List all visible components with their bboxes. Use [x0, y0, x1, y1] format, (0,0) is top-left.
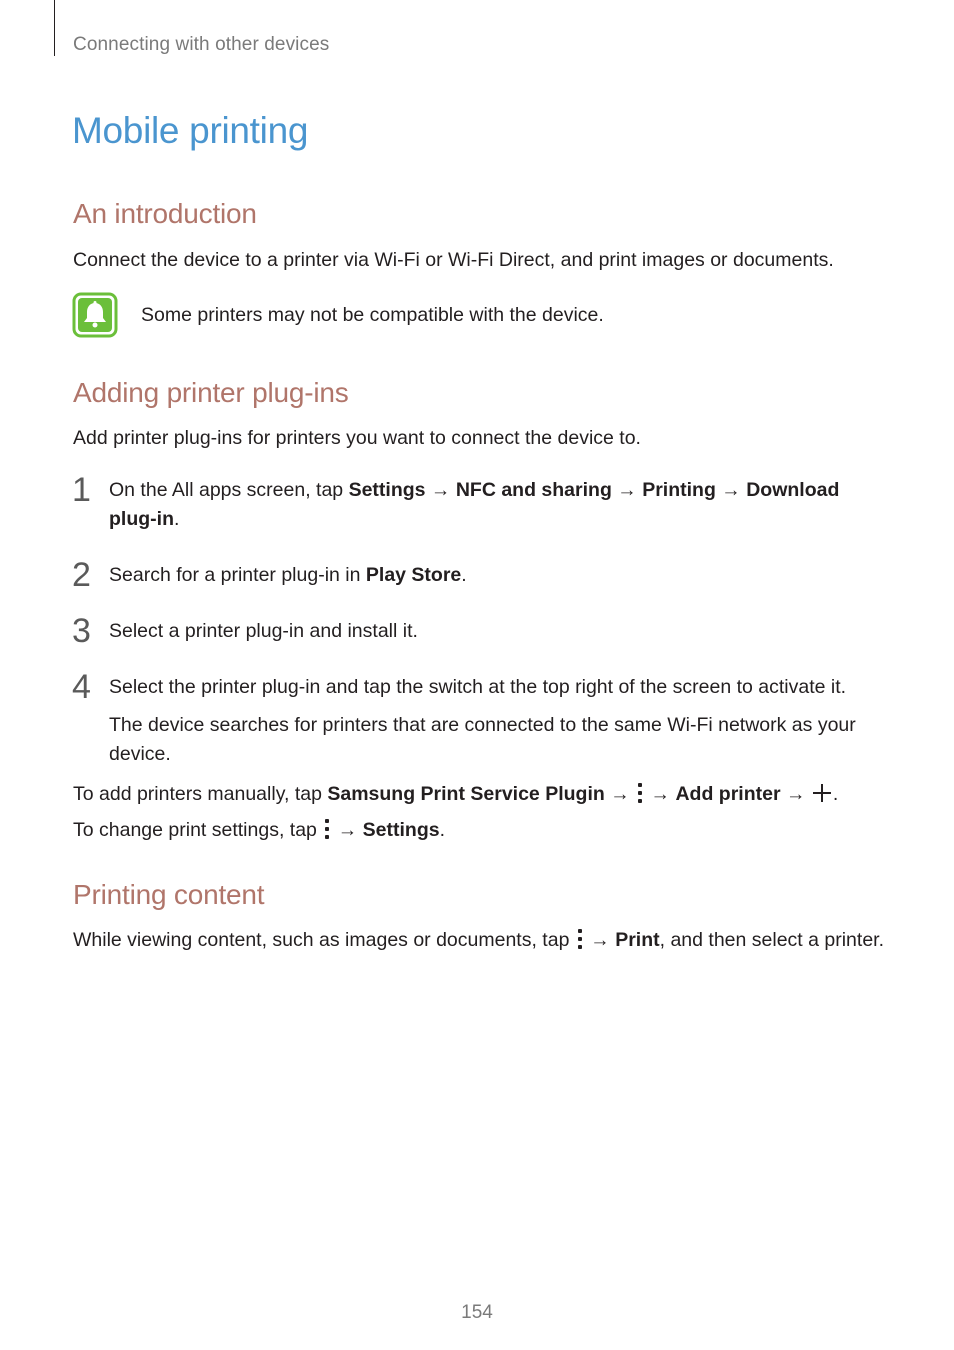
bell-notice-icon [72, 292, 118, 338]
section-heading-printing-content: Printing content [73, 879, 265, 910]
step-1-text: On the All apps screen, tap Settings → NFC and sharing → Printing → Download plug-in. [109, 479, 840, 530]
step-number: 3 [72, 612, 91, 650]
page-number: 154 [461, 1302, 493, 1323]
step-2-text: Search for a printer plug-in in Play Store. [109, 564, 467, 586]
step-4-subtext: The device searches for printers that are connected to the same Wi-Fi network as your device. [109, 714, 856, 765]
printing-paragraph: While viewing content, such as images or documents, tap → Print, and then select a printer. [73, 929, 885, 951]
settings-paragraph: To change print settings, tap → Settings. [73, 819, 446, 841]
section-heading-introduction: An introduction [73, 198, 257, 229]
header-rule [54, 0, 55, 56]
plugins-paragraph: Add printer plug-ins for printers you want to connect the device to. [73, 427, 641, 449]
more-options-icon [578, 929, 582, 949]
intro-paragraph: Connect the device to a printer via Wi-Fi or Wi-Fi Direct, and print images or documents. [73, 249, 834, 271]
plus-icon [813, 784, 831, 802]
step-3-text: Select a printer plug-in and install it. [109, 620, 418, 642]
page-title: Mobile printing [72, 110, 309, 151]
more-options-icon [325, 819, 329, 839]
manual-add-paragraph: To add printers manually, tap Samsung Print Service Plugin → → Add printer → . [73, 783, 839, 805]
step-number: 1 [72, 471, 91, 509]
running-header: Connecting with other devices [73, 34, 330, 55]
section-heading-adding-plugins: Adding printer plug-ins [73, 377, 349, 408]
note-text: Some printers may not be compatible with the device. [141, 304, 604, 326]
step-number: 4 [72, 668, 91, 706]
more-options-icon [638, 783, 642, 803]
step-number: 2 [72, 556, 91, 594]
step-4-text: Select the printer plug-in and tap the switch at the top right of the screen to activate it. [109, 676, 847, 698]
